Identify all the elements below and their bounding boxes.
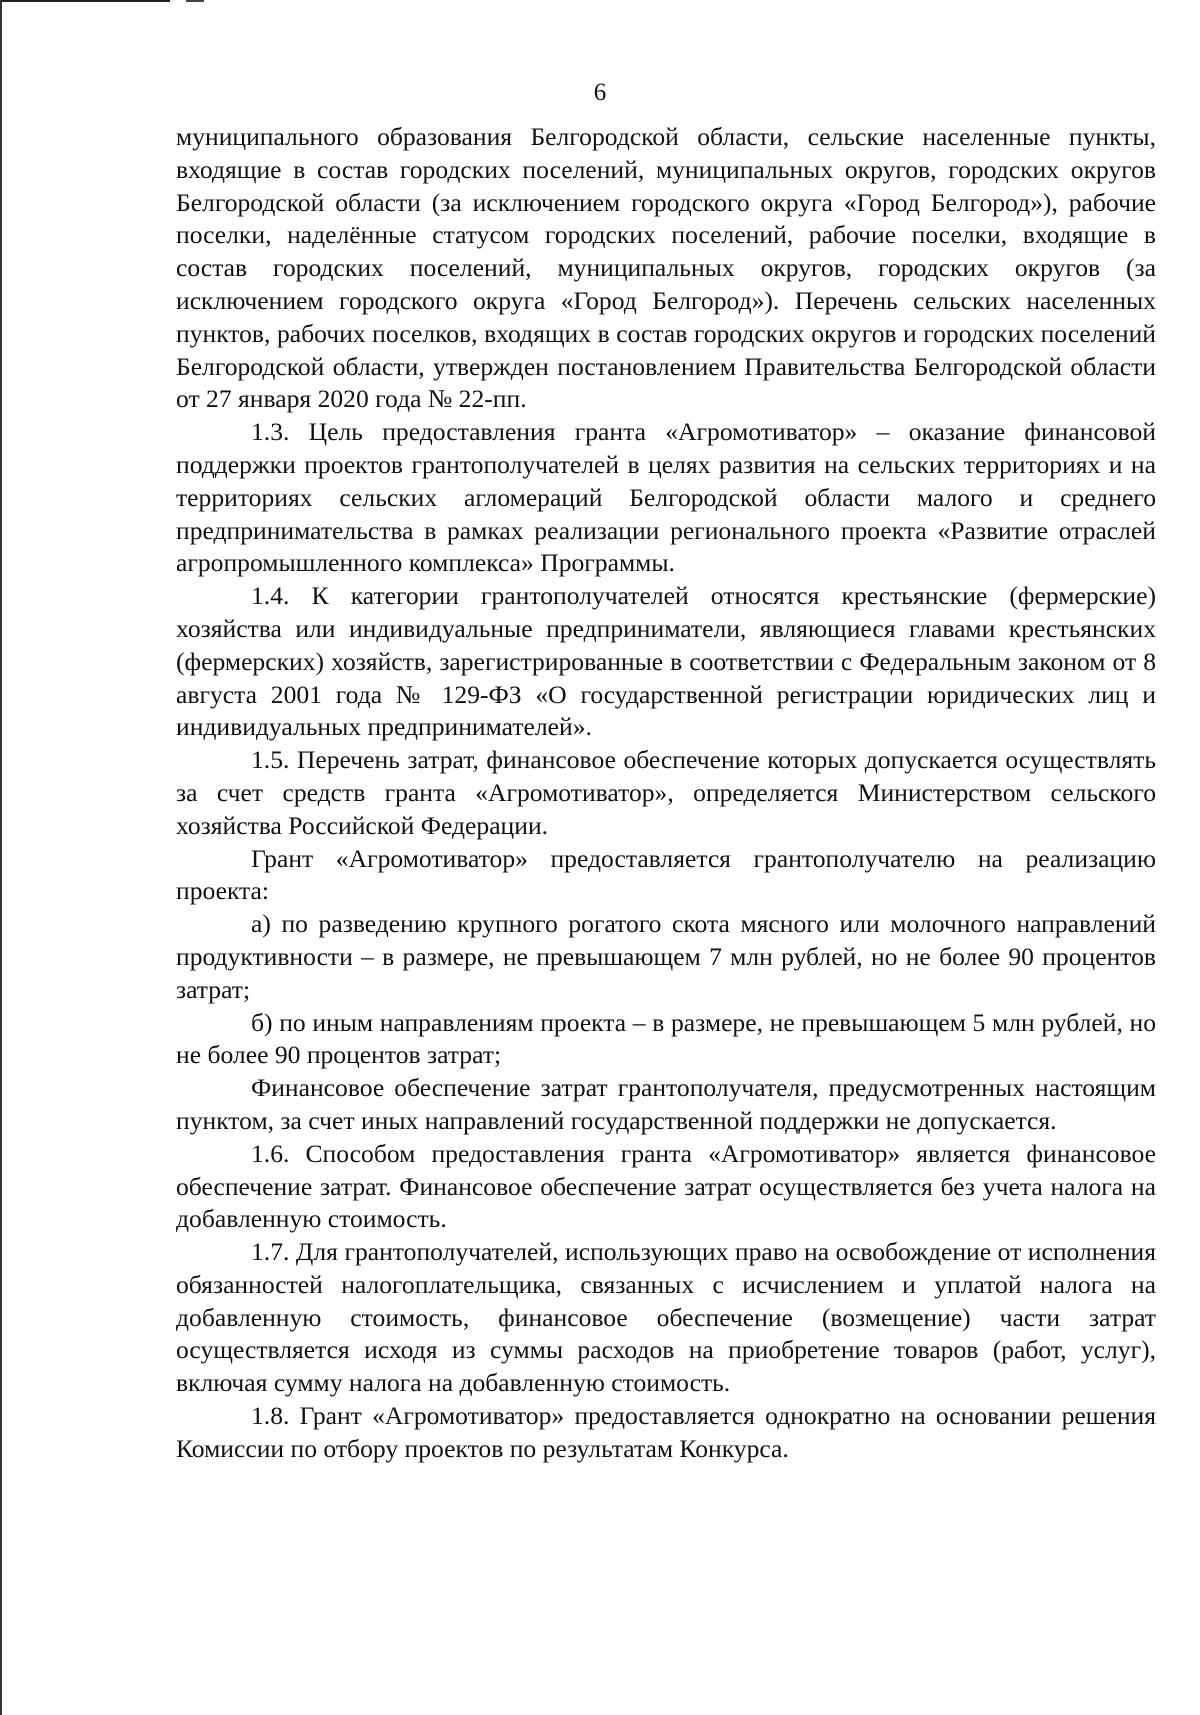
paragraph-1-7: 1.7. Для грантополучателей, использующих право на освобождение от исполнения обязанностей налогоплательщика, связанных с исчислением и уплатой налога на добавленную стоимость, финансовое обеспечение (возмещение) части затрат осуществляется исходя из суммы расходов на приобретение товаров (работ, услуг), включая сумму налога на добавленную стоимость. xyxy=(176,1237,1156,1398)
paragraph-1-5: 1.5. Перечень затрат, финансовое обеспечение которых допускается осуществлять за счет средств гранта «Агромотиватор», определяется Министерством сельского хозяйства Российской Федерации. xyxy=(176,745,1156,840)
page-number: 6 xyxy=(593,79,607,106)
scan-edge-line xyxy=(0,0,170,2)
paragraph-item-b: б) по иным направлениям проекта – в размере, не превышающем 5 млн рублей, но не более 90 процентов затрат; xyxy=(176,1007,1156,1070)
paragraph-1-6: 1.6. Способом предоставления гранта «Агромотиватор» является финансовое обеспечение затрат. Финансовое обеспечение затрат осуществляется без учета налога на добавленную стоимость. xyxy=(176,1138,1156,1234)
paragraph-continuation: муниципального образования Белгородской области, сельские населенные пункты, входящие в состав городских поселений, муниципальных округов, городских округов Белгородской области (за исключением городского округа «Город Белгород»), рабочие поселки, наделённые статусом городских поселений, рабочие поселки, входящие в состав городских поселений, муниципальных округов, городских округов (за исключением городского округа «Город Белгород»). Перечень сельских населенных пунктов, рабочих поселков, входящих в состав городских округов и городских поселений Белгородской области, утвержден постановлением Правительства Белгородской области от 27 января 2020 года № 22-пп. xyxy=(176,122,1156,414)
scan-edge-mark xyxy=(186,0,204,2)
document-body xyxy=(176,121,1156,1466)
paragraph-financing-note: Финансовое обеспечение затрат грантополучателя, предусмотренных настоящим пунктом, за счет иных направлений государственной поддержки не допускается. xyxy=(176,1073,1156,1135)
paragraph-grant-amount: Грант «Агромотиватор» предоставляется грантополучателю на реализацию проекта: xyxy=(176,843,1156,906)
scan-left-edge xyxy=(0,0,2,1715)
paragraph-item-a: а) по разведению крупного рогатого скота мясного или молочного направлений продуктивности – в размере, не превышающем 7 млн рублей, но не более 90 процентов затрат; xyxy=(176,909,1156,1004)
paragraph-1-4: 1.4. К категории грантополучателей относятся крестьянские (фермерские) хозяйства или индивидуальные предприниматели, являющиеся главами крестьянских (фермерских) хозяйств, зарегистрированные в соответствии с Федеральным законом от 8 августа 2001 года № 129-ФЗ «О государственной регистрации юридических лиц и индивидуальных предпринимателей». xyxy=(176,581,1156,742)
paragraph-1-3: 1.3. Цель предоставления гранта «Агромотиватор» – оказание финансовой поддержки проектов грантополучателей в целях развития на сельских территориях и на территориях сельских агломераций Белгородской области малого и среднего предпринимательства в рамках реализации регионального проекта «Развитие отраслей агропромышленного комплекса» Программы. xyxy=(176,417,1156,578)
paragraph-1-8: 1.8. Грант «Агромотиватор» предоставляется однократно на основании решения Комиссии по отбору проектов по результатам Конкурса. xyxy=(176,1401,1156,1463)
